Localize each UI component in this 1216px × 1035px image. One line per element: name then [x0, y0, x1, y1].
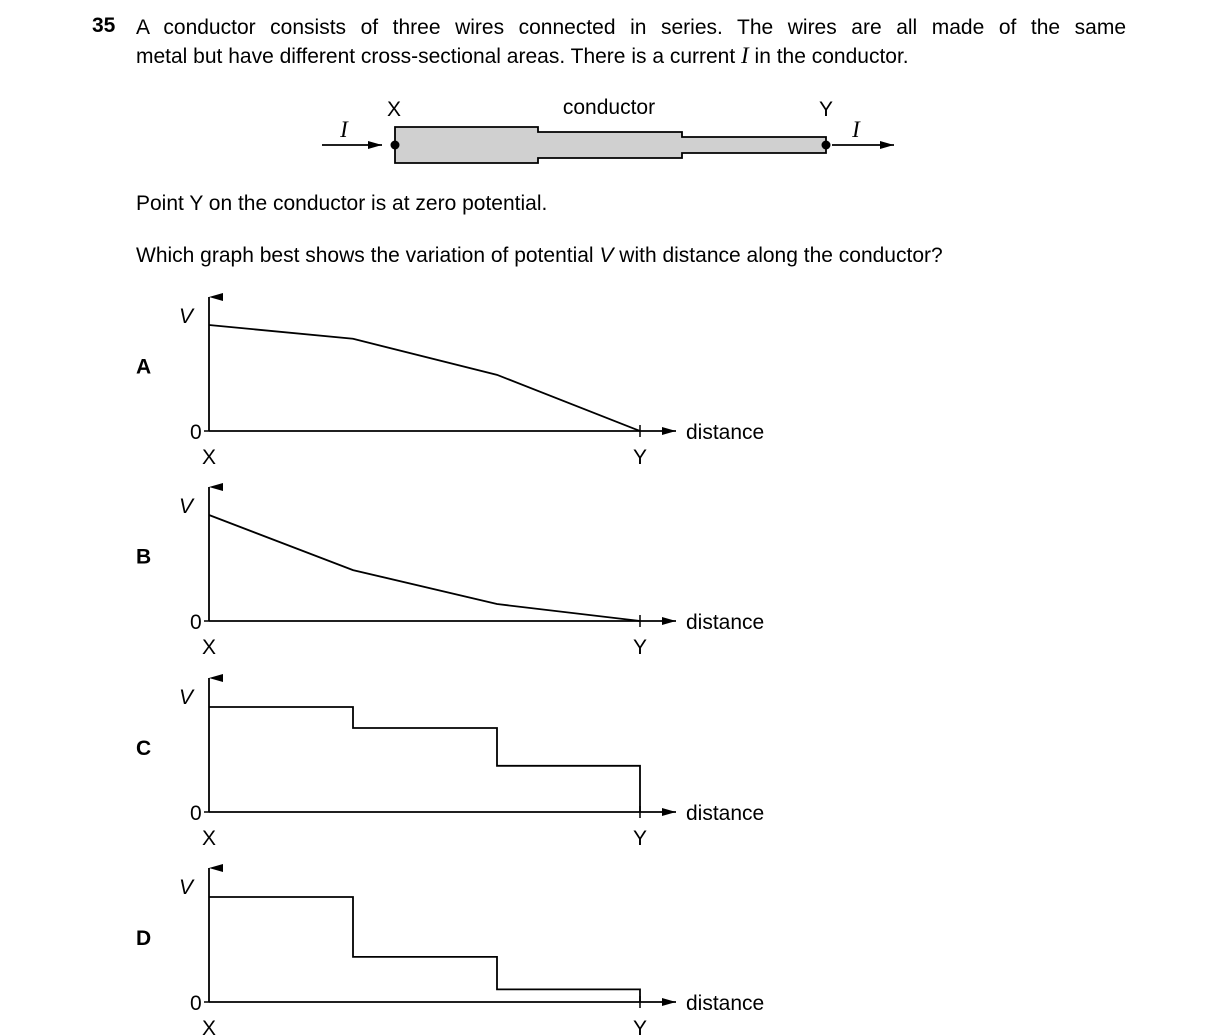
y-end-label: Y [632, 636, 648, 659]
current-symbol: I [741, 43, 749, 68]
zero-label: 0 [190, 611, 202, 634]
figure-label-conductor: conductor [562, 96, 656, 119]
prompt-text-b: with distance along the conductor? [613, 244, 943, 267]
distance-label: distance [686, 421, 765, 444]
zero-label: 0 [190, 992, 202, 1015]
prompt-text-a: Which graph best shows the variation of potential [136, 244, 600, 267]
potential-line [209, 897, 640, 1002]
potential-line [209, 325, 640, 431]
point-y-dot [822, 141, 831, 150]
potential-line [209, 515, 640, 621]
y-end-label: Y [632, 446, 648, 469]
option-letter: A [136, 355, 152, 379]
v-axis-label: V [179, 686, 194, 709]
option-graph-d [136, 868, 764, 1035]
question-text-line2a: metal but have different cross-sectional areas. There is a current [136, 45, 742, 68]
statement-text: Point Y on the conductor is at zero potential. [136, 192, 548, 215]
zero-label: 0 [190, 802, 202, 825]
x-end-label: X [201, 1017, 217, 1035]
option-letter: B [136, 545, 152, 569]
prompt-v-symbol: V [599, 244, 614, 267]
zero-label: 0 [190, 421, 202, 444]
y-end-label: Y [632, 1017, 648, 1035]
v-axis-label: V [179, 305, 194, 328]
option-letter: C [136, 736, 152, 760]
question-text-line1: A conductor consists of three wires connected in series. The wires are all made of the same [136, 16, 1126, 39]
question-text-line2b: in the conductor. [748, 45, 909, 68]
distance-label: distance [686, 611, 765, 634]
figure-label-x: X [386, 98, 402, 121]
option-letter: D [136, 926, 152, 950]
option-graph-b [136, 487, 764, 659]
x-end-label: X [201, 827, 217, 850]
x-end-label: X [201, 636, 217, 659]
option-graph-a [136, 297, 764, 469]
conductor-shape [395, 127, 826, 163]
option-graphs [136, 297, 764, 1035]
figure-label-current-in: I [340, 117, 348, 142]
question-number: 35 [92, 14, 116, 37]
v-axis-label: V [179, 495, 194, 518]
figure-label-current-out: I [852, 117, 860, 142]
v-axis-label: V [179, 876, 194, 899]
y-end-label: Y [632, 827, 648, 850]
distance-label: distance [686, 992, 765, 1015]
potential-line [209, 707, 640, 812]
x-end-label: X [201, 446, 217, 469]
figure-label-y: Y [818, 98, 834, 121]
conductor-figure [322, 96, 894, 163]
option-graph-c [136, 678, 764, 850]
point-x-dot [391, 141, 400, 150]
distance-label: distance [686, 802, 765, 825]
